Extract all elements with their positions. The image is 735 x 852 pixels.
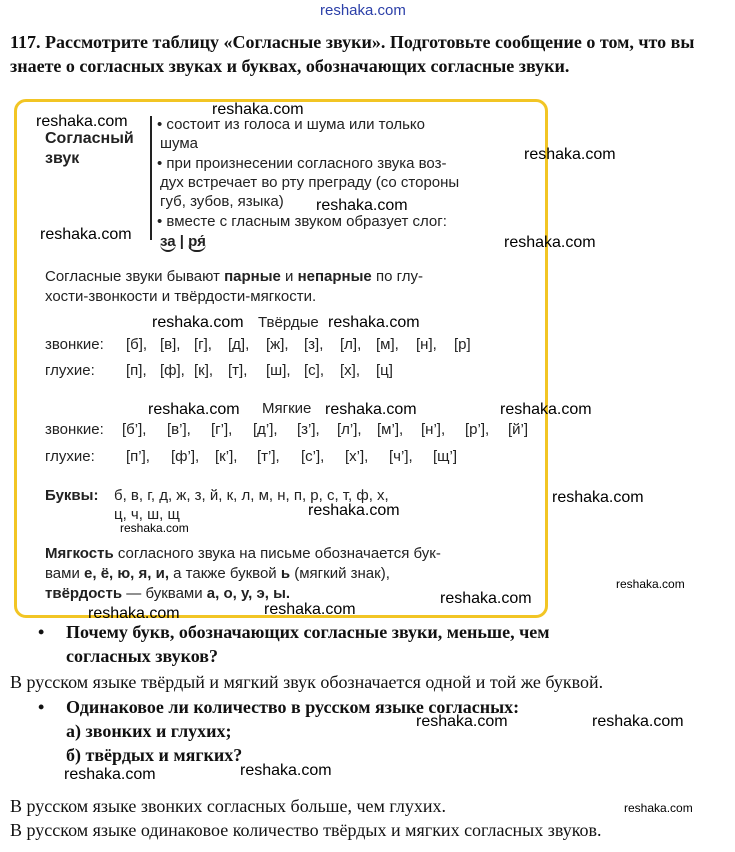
sound-cell: [т],: [228, 362, 248, 379]
task-heading: [10, 30, 725, 78]
sound-cell: [с],: [304, 362, 325, 379]
sound-cell: [д],: [228, 336, 250, 353]
sound-cell: [г],: [194, 336, 212, 353]
sound-cell: [р]: [454, 336, 471, 353]
watermark[interactable]: reshaka.com: [325, 401, 417, 418]
pairs-line-1: [45, 268, 423, 285]
q2-bullet: •: [38, 697, 45, 717]
softness-text-1: согласного звука на письме обозначается бук-: [113, 545, 441, 562]
syllable-2: ря́: [188, 233, 206, 250]
sound-cell: [к],: [194, 362, 214, 379]
watermark[interactable]: reshaka.com: [440, 590, 532, 607]
watermark-small[interactable]: reshaka.com: [624, 801, 693, 815]
definition-line-3: • при произнесении согласного звука воз-: [157, 155, 447, 172]
watermark[interactable]: reshaka.com: [36, 113, 128, 130]
sound-cell: [х’],: [345, 448, 369, 465]
softness-text-2e: (мягкий знак),: [290, 565, 390, 582]
watermark[interactable]: reshaka.com: [240, 762, 332, 779]
soft-voiced-label: звонкие:: [45, 421, 104, 438]
sound-cell: [ц]: [376, 362, 393, 379]
syllable-separator: |: [179, 233, 184, 250]
q2-option-a: а) звонких и глухих;: [66, 721, 232, 741]
sound-cell: [г’],: [211, 421, 233, 438]
sound-cell: [м],: [376, 336, 399, 353]
q2-answer-2: В русском языке одинаковое количество твёрдых и мягких согласных звуков.: [10, 820, 602, 840]
letters-label: Буквы:: [45, 487, 99, 504]
q2-option-b: б) твёрдых и мягких?: [66, 745, 243, 765]
hard-voiced-label: звонкие:: [45, 336, 104, 353]
watermark[interactable]: reshaka.com: [212, 101, 304, 118]
sound-cell: [к’],: [215, 448, 238, 465]
definition-line-5: губ, зубов, языка): [160, 193, 284, 210]
sound-cell: [ж],: [266, 336, 289, 353]
watermark-small[interactable]: reshaka.com: [120, 521, 189, 535]
table-term-1: Согласный: [45, 130, 134, 147]
letters-line-1: б, в, г, д, ж, з, й, к, л, м, н, п, р, с, т, ф, х,: [114, 487, 389, 504]
sound-cell: [щ’]: [433, 448, 458, 465]
sound-cell: [з’],: [297, 421, 320, 438]
sound-cell: [ш],: [266, 362, 291, 379]
syllable-1: за: [160, 233, 176, 250]
sound-cell: [х],: [340, 362, 361, 379]
watermark[interactable]: reshaka.com: [552, 489, 644, 506]
sound-cell: [д’],: [253, 421, 278, 438]
task-number: 117.: [10, 32, 41, 52]
soft-title: Мягкие: [262, 400, 312, 417]
softness-line-1: [45, 545, 441, 562]
hardness-text: — буквами: [122, 585, 207, 602]
watermark[interactable]: reshaka.com: [500, 401, 592, 418]
softness-line-2: [45, 565, 390, 582]
pairs-text-1: Согласные звуки бывают: [45, 268, 225, 285]
sound-cell: [б’],: [122, 421, 147, 438]
watermark[interactable]: reshaka.com: [88, 605, 180, 622]
q1-text-2: согласных звуков?: [66, 646, 219, 666]
syllables: [160, 233, 206, 250]
hardness-bold: твёрдость: [45, 585, 123, 602]
definition-line-2: шума: [160, 135, 199, 152]
watermark[interactable]: reshaka.com: [328, 314, 420, 331]
sound-cell: [л],: [340, 336, 362, 353]
pairs-text-2: по глу-: [371, 268, 423, 285]
watermark[interactable]: reshaka.com: [524, 146, 616, 163]
hard-title: Твёрдые: [258, 314, 319, 331]
hard-voiceless-row: [126, 362, 416, 380]
pairs-line-2: хости-звонкости и твёрдости-мягкости.: [45, 288, 317, 305]
definition-line-6: • вместе с гласным звуком образует слог:: [157, 213, 447, 230]
table-divider: [150, 116, 152, 240]
soft-voiceless-label: глухие:: [45, 448, 95, 465]
q1-answer: В русском языке твёрдый и мягкий звук обозначается одной и той же буквой.: [10, 672, 604, 692]
softness-bold: Мягкость: [45, 545, 114, 562]
watermark[interactable]: reshaka.com: [316, 197, 408, 214]
sound-cell: [н],: [416, 336, 437, 353]
hardness-vowels: а, о, у, э, ы.: [206, 585, 291, 602]
hardness-line: [45, 585, 290, 602]
letters-line-2: ц, ч, ш, щ: [114, 506, 180, 523]
q1-text-1: Почему букв, обозначающих согласные звуки, меньше, чем: [66, 622, 550, 642]
watermark[interactable]: reshaka.com: [264, 601, 356, 618]
definition-line-4: дух встречает во рту преграду (со стороны: [160, 174, 460, 191]
watermark[interactable]: reshaka.com: [148, 401, 240, 418]
sound-cell: [с’],: [301, 448, 325, 465]
sound-cell: [й’]: [508, 421, 529, 438]
sound-cell: [л’],: [337, 421, 362, 438]
definition-line-1: • состоит из голоса и шума или только: [157, 116, 426, 133]
sound-cell: [п],: [126, 362, 147, 379]
soft-voiced-row: [122, 421, 542, 439]
sound-cell: [т’],: [257, 448, 280, 465]
watermark-small[interactable]: reshaka.com: [616, 577, 685, 591]
watermark[interactable]: reshaka.com: [308, 502, 400, 519]
sound-cell: [з],: [304, 336, 324, 353]
q2-answer-1: В русском языке звонких согласных больше, чем глухих.: [10, 796, 447, 816]
sound-cell: [р’],: [465, 421, 490, 438]
sound-cell: [ф’],: [171, 448, 200, 465]
sound-cell: [б],: [126, 336, 148, 353]
soft-sign: ь: [280, 565, 291, 582]
pairs-and: и: [280, 268, 298, 285]
sound-cell: [ф],: [160, 362, 185, 379]
pairs-bold-1: парные: [224, 268, 281, 285]
watermark[interactable]: reshaka.com: [592, 713, 684, 730]
sound-cell: [в’],: [167, 421, 191, 438]
table-term-2: звук: [45, 150, 80, 167]
watermark[interactable]: reshaka.com: [64, 766, 156, 783]
q1-bullet: •: [38, 622, 45, 642]
sound-cell: [н’],: [421, 421, 446, 438]
watermark-top[interactable]: reshaka.com: [320, 2, 406, 19]
hard-voiced-row: [126, 336, 484, 354]
softness-text-2c: а также буквой: [169, 565, 281, 582]
sound-cell: [ч’],: [389, 448, 413, 465]
hard-voiceless-label: глухие:: [45, 362, 95, 379]
watermark[interactable]: reshaka.com: [416, 713, 508, 730]
q2-text-1: Одинаковое ли количество в русском языке согласных:: [66, 697, 520, 717]
soft-voiceless-row: [126, 448, 469, 466]
softness-vowels: е, ё, ю, я, и,: [84, 565, 169, 582]
softness-text-2a: вами: [45, 565, 85, 582]
pairs-bold-2: непарные: [297, 268, 372, 285]
sound-cell: [м’],: [377, 421, 404, 438]
sound-cell: [в],: [160, 336, 181, 353]
task-text: Рассмотрите таблицу «Согласные звуки». Подготовьте сообщение о том, что вы знаете о согласных звуках и буквах, обозначающих согласные звуки.: [10, 32, 695, 76]
watermark[interactable]: reshaka.com: [504, 234, 596, 251]
watermark[interactable]: reshaka.com: [40, 226, 132, 243]
watermark[interactable]: reshaka.com: [152, 314, 244, 331]
sound-cell: [п’],: [126, 448, 150, 465]
